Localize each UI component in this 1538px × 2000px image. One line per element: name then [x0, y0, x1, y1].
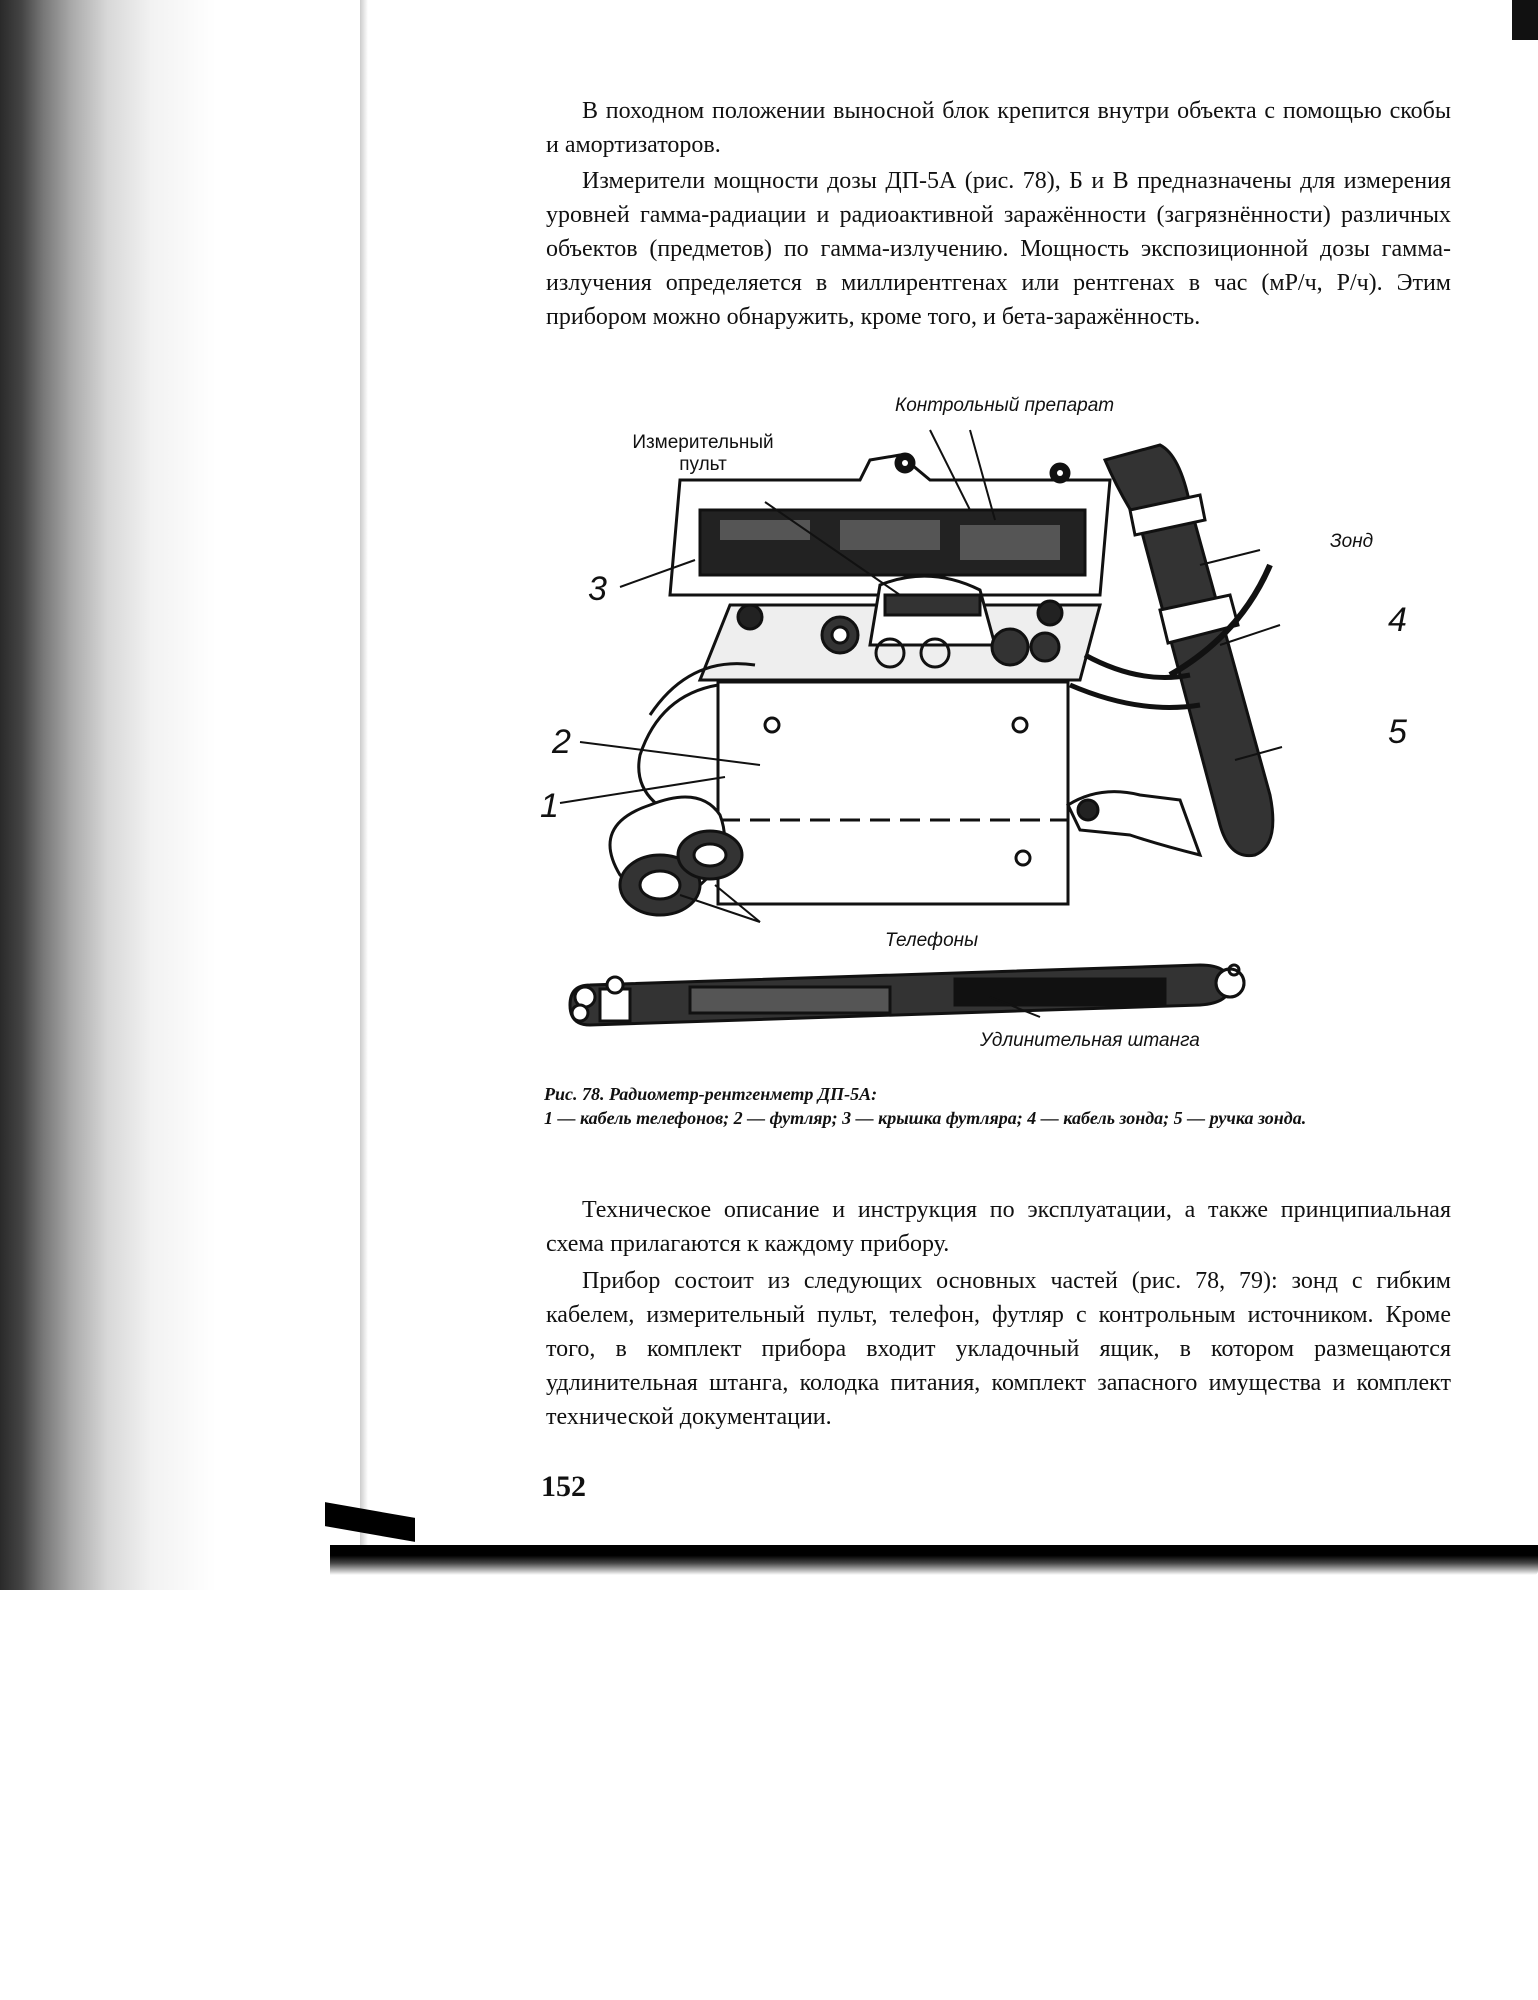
number-4: 4: [1388, 601, 1407, 639]
paragraph-1: В походном положении выносной блок крепится внутри объекта с помощью скобы и амортизаторов.: [546, 98, 1451, 158]
label-extension-rod: Удлинительная штанга: [980, 1030, 1200, 1051]
scan-bottom-shadow: [330, 1545, 1538, 1575]
paragraph-4: Прибор состоит из следующих основных частей (рис. 78, 79): зонд с гибким кабелем, измерительный пульт, телефон, футляр с контрольным источником. Кроме того, в комплект прибора входит укладочный ящик, в котором размещаются удлинительная штанга, колодка питания, комплект запасного имущества и комплект технической документации.: [546, 1268, 1451, 1430]
caption-title: Рис. 78. Радиометр-рентгенметр ДП-5А:: [544, 1084, 878, 1104]
scanned-page-left-edge: [0, 0, 360, 1590]
paragraph-3: Техническое описание и инструкция по эксплуатации, а также принципиальная схема прилагаются к каждому прибору.: [546, 1197, 1451, 1257]
caption-legend: 1 — кабель телефонов; 2 — футляр; 3 — крышка футляра; 4 — кабель зонда; 5 — ручка зонда.: [544, 1108, 1307, 1128]
number-3: 3: [588, 570, 607, 608]
corner-scan-mark: [1512, 0, 1538, 40]
number-1: 1: [540, 787, 559, 825]
device-illustration: [540, 385, 1440, 1055]
number-2: 2: [552, 723, 571, 761]
page-number: 152: [541, 1470, 586, 1503]
paragraph-2: Измерители мощности дозы ДП-5А (рис. 78), Б и В предназначены для измерения уровней гамма-радиации и радиоактивной заражённости (загрязнённости) различных объектов (предметов) по гамма-излучению. Мощность экспозиционной дозы гамма-излучения определяется в миллирентгенах или рентгенах в час (мР/ч, Р/ч). Этим прибором можно обнаружить, кроме того, и бета-заражённость.: [546, 168, 1451, 330]
figure-caption: [544, 1082, 1449, 1130]
figure-78: [540, 385, 1440, 1055]
label-phones: Телефоны: [885, 930, 979, 951]
label-measuring-panel: Измерительный пульт: [632, 432, 774, 475]
label-control-sample: Контрольный препарат: [895, 395, 1115, 416]
label-probe: Зонд: [1330, 531, 1374, 552]
page-fold: [360, 0, 368, 1560]
number-5: 5: [1388, 713, 1407, 751]
